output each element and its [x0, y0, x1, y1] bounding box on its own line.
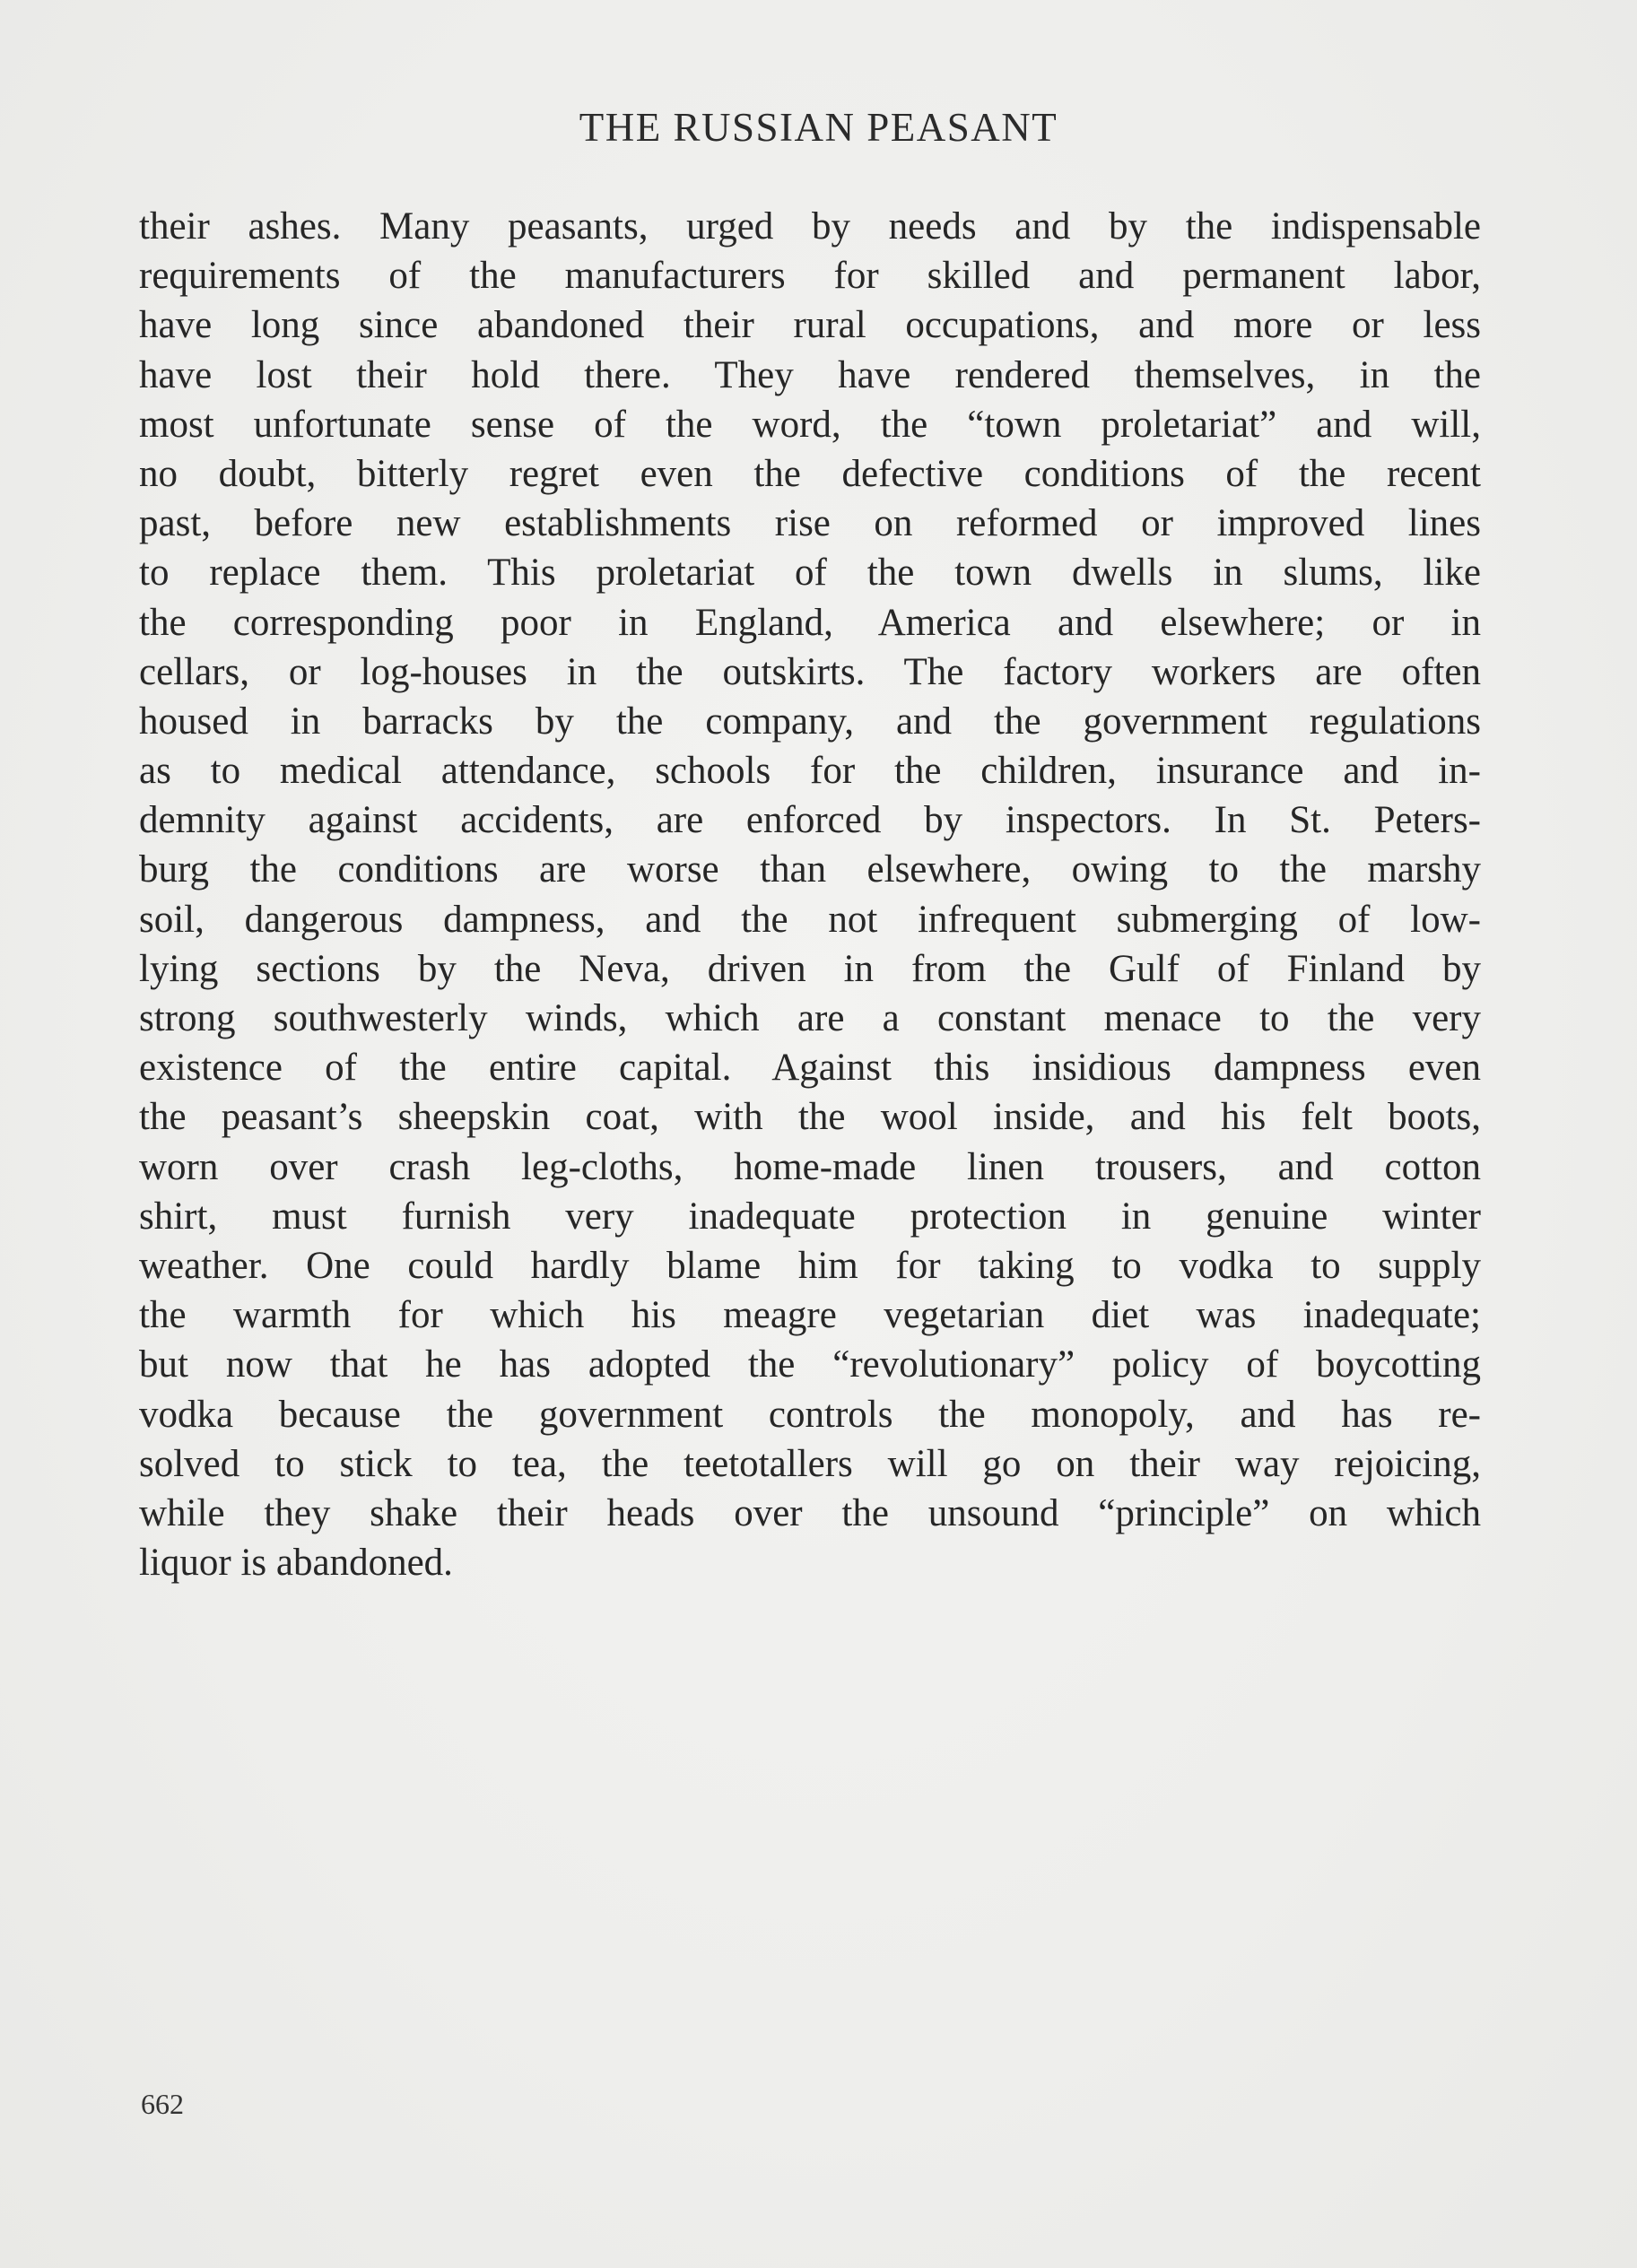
- text-line: requirements of the manufacturers for skilled and permanent labor,: [139, 255, 1481, 298]
- text-line: lying sections by the Neva, driven in from the Gulf of Finland by: [139, 947, 1481, 990]
- text-line: weather. One could hardly blame him for taking to vodka to supply: [139, 1244, 1481, 1287]
- text-line: solved to stick to tea, the teetotallers will go on their way rejoicing,: [139, 1442, 1481, 1485]
- text-line: as to medical attendance, schools for the children, insurance and in-: [139, 750, 1481, 793]
- text-line: liquor is abandoned.: [139, 1542, 453, 1585]
- text-line: most unfortunate sense of the word, the “town proletariat” and will,: [139, 403, 1481, 446]
- text-line: worn over crash leg-cloths, home-made linen trousers, and cotton: [139, 1145, 1481, 1188]
- text-line: have lost their hold there. They have rendered themselves, in the: [139, 353, 1481, 396]
- text-line: burg the conditions are worse than elsewhere, owing to the marshy: [139, 848, 1481, 891]
- text-line: cellars, or log-houses in the outskirts. The factory workers are often: [139, 650, 1481, 693]
- text-line: strong southwesterly winds, which are a constant menace to the very: [139, 997, 1481, 1039]
- text-line: the peasant’s sheepskin coat, with the wool inside, and his felt boots,: [139, 1096, 1481, 1139]
- page-number: 662: [141, 2088, 184, 2120]
- text-line: housed in barracks by the company, and the government regulations: [139, 700, 1481, 743]
- text-line: demnity against accidents, are enforced by inspectors. In St. Peters-: [139, 799, 1481, 842]
- body-paragraph: [139, 202, 1481, 1587]
- text-line: but now that he has adopted the “revolutionary” policy of boycotting: [139, 1343, 1481, 1386]
- running-head: THE RUSSIAN PEASANT: [579, 105, 1058, 150]
- text-line: vodka because the government controls the monopoly, and has re-: [139, 1393, 1481, 1436]
- text-line: no doubt, bitterly regret even the defective conditions of the recent: [139, 452, 1481, 495]
- text-line: existence of the entire capital. Against this insidious dampness even: [139, 1047, 1481, 1090]
- text-line: their ashes. Many peasants, urged by needs and by the indispensable: [139, 205, 1481, 248]
- text-line: have long since abandoned their rural occupations, and more or less: [139, 304, 1481, 347]
- text-line: to replace them. This proletariat of the town dwells in slums, like: [139, 552, 1481, 595]
- text-line: the warmth for which his meagre vegetarian diet was inadequate;: [139, 1294, 1481, 1337]
- text-line: while they shake their heads over the unsound “principle” on which: [139, 1491, 1481, 1534]
- text-line: soil, dangerous dampness, and the not infrequent submerging of low-: [139, 898, 1481, 941]
- text-line: the corresponding poor in England, America and elsewhere; or in: [139, 601, 1481, 644]
- text-line: shirt, must furnish very inadequate protection in genuine winter: [139, 1195, 1481, 1238]
- text-line: past, before new establishments rise on reformed or improved lines: [139, 502, 1481, 545]
